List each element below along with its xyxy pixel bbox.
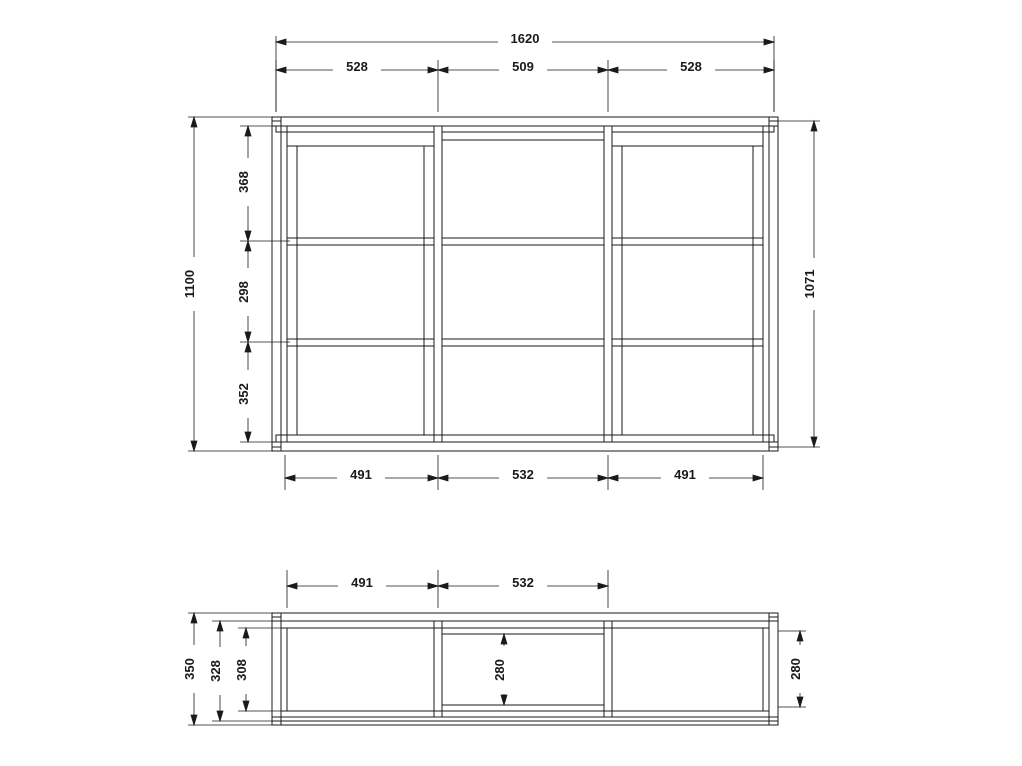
dim-top-depth-mid-280: 280 <box>492 659 507 681</box>
dim-front-bottom-right: 491 <box>674 467 696 482</box>
dim-front-height-mid: 298 <box>236 281 251 303</box>
dim-front-bottom-mid: 532 <box>512 467 534 482</box>
front-view <box>182 31 822 490</box>
dim-front-inner-height: 1071 <box>802 269 817 299</box>
dim-front-width-left: 528 <box>346 59 368 74</box>
dim-top-width-left: 491 <box>351 575 373 590</box>
top-view <box>182 570 808 725</box>
dim-front-height-top: 368 <box>236 171 251 193</box>
top-view-top-dimension-chain <box>287 570 608 608</box>
top-view-cabinet <box>272 613 778 725</box>
dim-front-overall-width: 1620 <box>510 31 540 46</box>
dim-front-height-bottom: 352 <box>236 383 251 405</box>
front-view-cabinet <box>272 117 778 451</box>
dim-top-depth-right-280: 280 <box>788 658 803 680</box>
dim-top-width-mid: 532 <box>512 575 534 590</box>
dim-top-depth-328: 328 <box>208 660 223 682</box>
dim-front-width-mid: 509 <box>512 59 534 74</box>
dim-front-bottom-left: 491 <box>350 467 372 482</box>
dim-front-width-right: 528 <box>680 59 702 74</box>
dim-top-depth-overall: 350 <box>182 658 197 680</box>
dim-top-depth-308: 308 <box>234 659 249 681</box>
dim-front-overall-height: 1100 <box>182 269 197 299</box>
